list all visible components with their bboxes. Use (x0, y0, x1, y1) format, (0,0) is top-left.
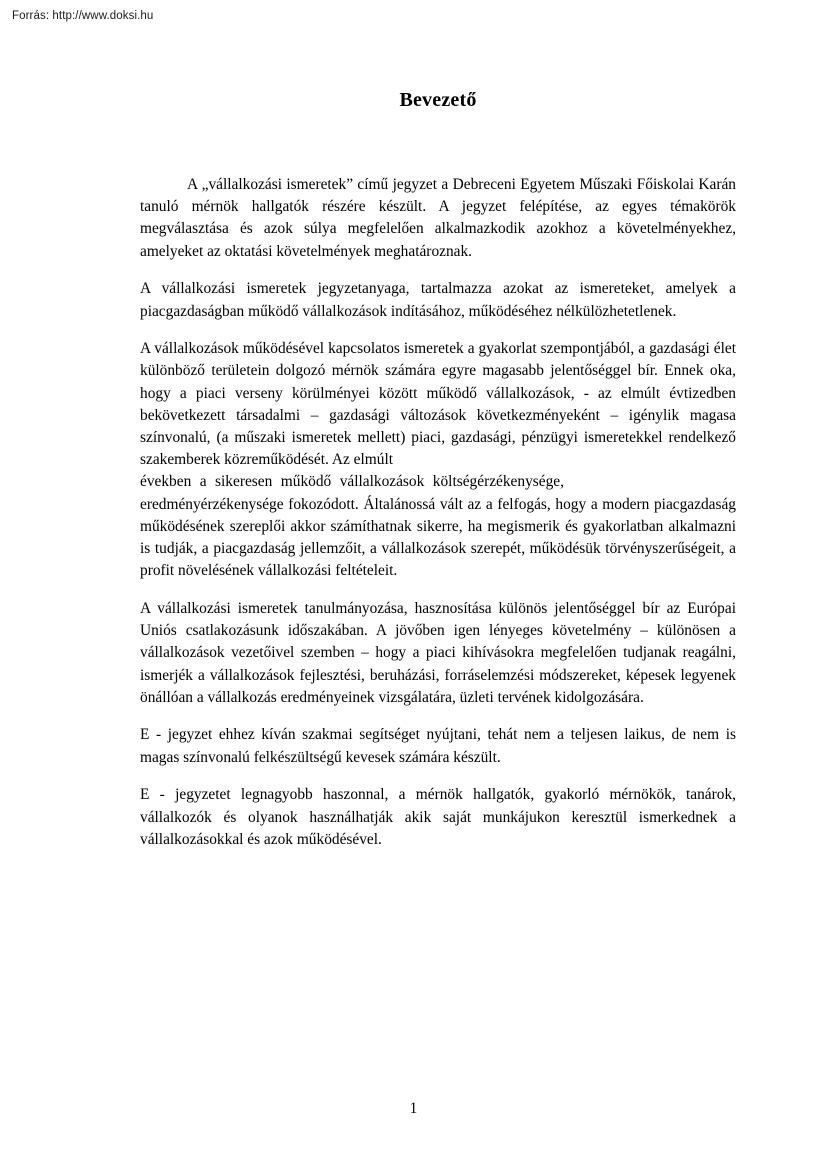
page-number-footer: 1 (409, 1100, 418, 1117)
page-title: Bevezető (399, 89, 477, 111)
paragraph-practical-relevance-c: eredményérzékenysége fokozódott. Általánossá vált az a felfogás, hogy a modern piacgazdaság működésének szereplői akkor számíthatnak sikerre, ha megismerik és gyakorlatban alkalmazni is tudják, a piacgazdaság jellemzőit, a vállalkozások szerepét, működésük törvényszerűségeit, a profit növelésének vállalkozási feltételeit. (140, 495, 736, 580)
paragraph-knowledge-base: A vállalkozási ismeretek jegyzetanyaga, tartalmazza azokat az ismereteket, amelyek a piacgazdaságban működő vállalkozások indításához, működéséhez nélkülözhetetlenek. (140, 280, 736, 320)
paragraph-eu-accession: A vállalkozási ismeretek tanulmányozása, hasznosítása különös jelentőséggel bír az Európai Uniós csatlakozásunk időszakában. A jövőben igen lényeges követelmény – különösen a vállalkozások vezetőivel szemben – hogy a piaci kihívásokra megfelelően tudjanak reagálni, ismerjék a vállalkozások fejlesztési, beruházási, forráselemzési módszereket, képesek legyenek önállóan a vállalkozás eredményeinek vizsgálatára, üzleti tervének kidolgozására. (140, 599, 736, 706)
source-url-watermark: Forrás: http://www.doksi.hu (12, 10, 154, 22)
paragraph-ejegyzet-purpose: E - jegyzet ehhez kíván szakmai segítséget nyújtani, tehát nem a teljesen laikus, de nem is magas színvonalú felkészültségű kevesek számára készült. (140, 726, 736, 766)
document-body (140, 88, 736, 851)
paragraph-practical-relevance-b: években a sikeresen működő vállalkozások költségérzékenysége, (140, 473, 564, 491)
paragraph-ejegyzet-audience: E - jegyzetet legnagyobb haszonnal, a mérnök hallgatók, gyakorló mérnökök, tanárok, vállalkozók és olyanok használhatják akik saját munkájukon keresztül ismerkednek a vállalkozásokkal és azok működésével. (140, 786, 736, 848)
paragraph-practical-relevance-a: A vállalkozások működésével kapcsolatos ismeretek a gyakorlat szempontjából, a gazdasági élet különböző területein dolgozó mérnök számára egyre magasabb jelentőséggel bír. Ennek oka, hogy a piaci verseny körülményei között működő vállalkozások, - az elmúlt évtizedben bekövetkezett társadalmi – gazdasági változások következményeként – igénylik magasa színvonalú, (a műszaki ismeretek mellett) piaci, gazdasági, pénzügyi ismeretekkel rendelkező szakemberek közreműködését. Az elmúlt (140, 340, 736, 469)
paragraph-intro-scope: A „vállalkozási ismeretek” című jegyzet a Debreceni Egyetem Műszaki Főiskolai Karán tanuló mérnök hallgatók részére készült. A jegyzet felépítése, az egyes témakörök megválasztása és azok súlya megfelelően alkalmazkodik azokhoz a követelményekhez, amelyeket az oktatási követelmények meghatároznak. (140, 176, 736, 260)
